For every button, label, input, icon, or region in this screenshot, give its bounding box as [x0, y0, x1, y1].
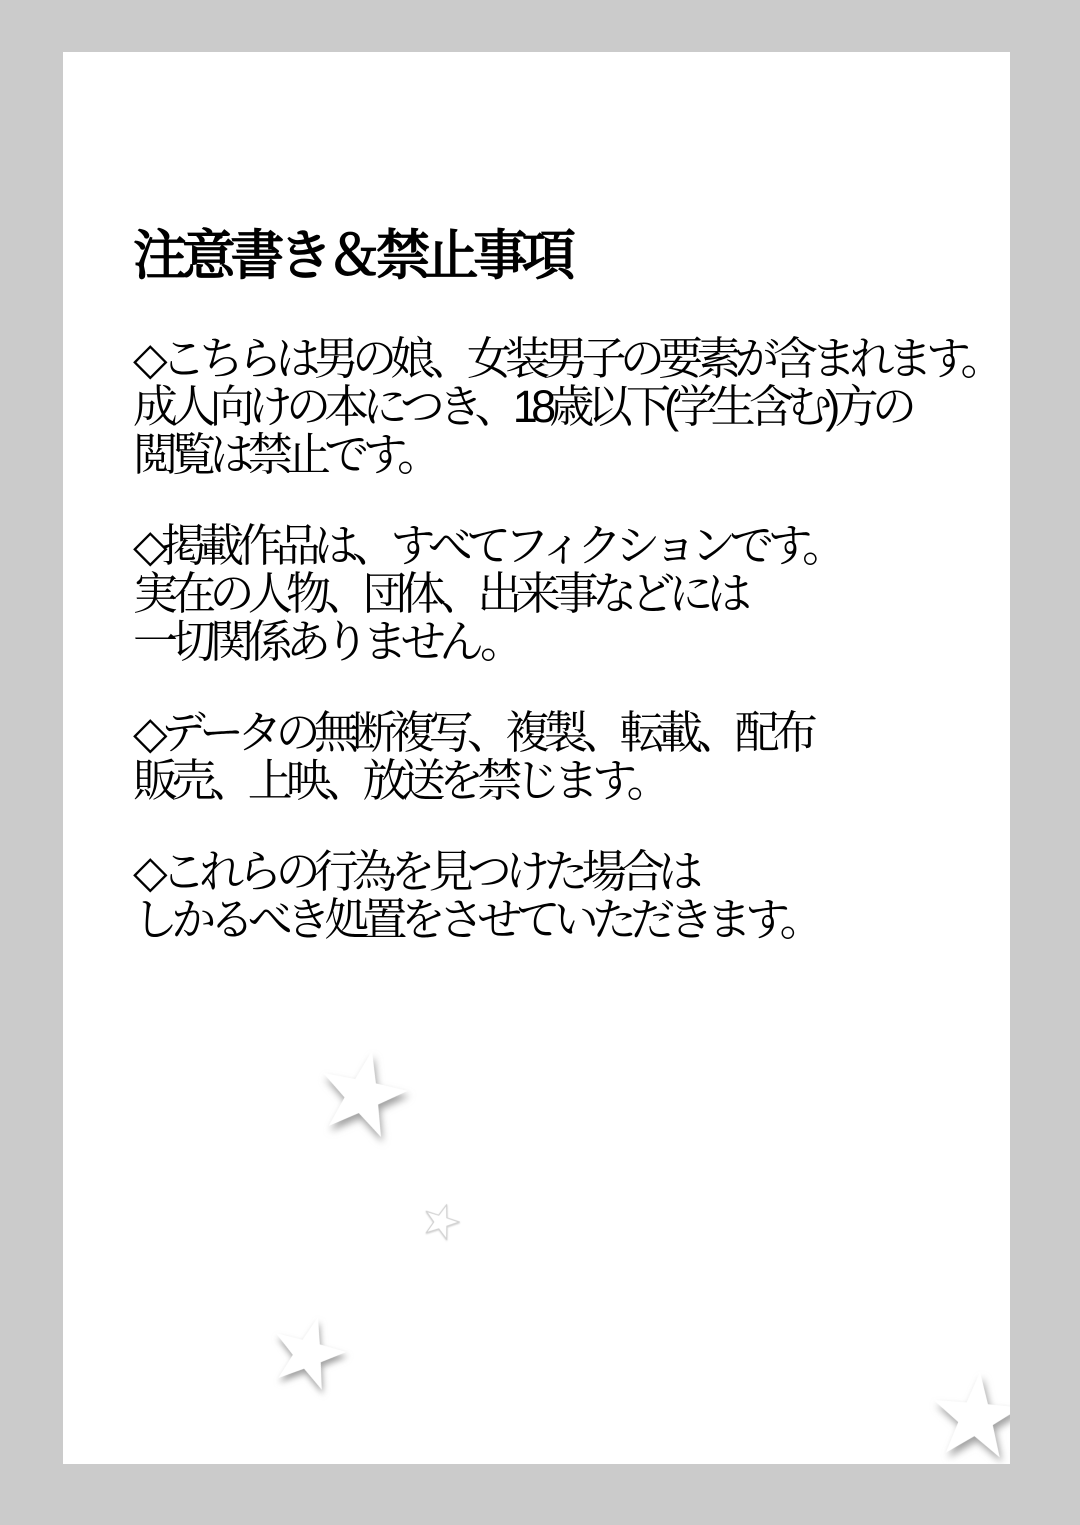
notice-paragraph	[133, 522, 999, 666]
paragraph-line: ◇これらの行為を見つけた場合は	[133, 846, 697, 897]
paragraph-line: ◇こちらは男の娘、女装男子の要素が含まれます。	[133, 333, 999, 384]
notice-paragraph	[133, 335, 999, 479]
notice-content	[133, 228, 999, 987]
paragraph-line: しかるべき処置をさせていただきます。	[133, 894, 818, 945]
paragraph-line: 実在の人物、団体、出来事などには	[133, 568, 746, 619]
star-icon	[417, 1198, 465, 1246]
notice-page	[63, 52, 1010, 1464]
notice-paragraph	[133, 848, 999, 944]
page-title: 注意書き＆禁止事項	[133, 226, 571, 286]
paragraph-line: ◇掲載作品は、すべてフィクションです。	[133, 520, 841, 571]
paragraph-line: 成人向けの本につき、18歳以下(学生含む)方の	[133, 381, 911, 432]
star-icon	[924, 1366, 1010, 1464]
paragraph-line: ◇データの無断複写、複製、転載、配布	[133, 707, 812, 758]
star-icon	[306, 1039, 419, 1152]
paragraph-line: 一切関係ありません。	[133, 616, 519, 667]
star-icon	[259, 1305, 357, 1403]
paragraph-line: 販売、上映、放送を禁じます。	[133, 755, 665, 806]
paragraph-line: 閲覧は禁止です。	[133, 429, 436, 480]
notice-paragraph	[133, 709, 999, 805]
